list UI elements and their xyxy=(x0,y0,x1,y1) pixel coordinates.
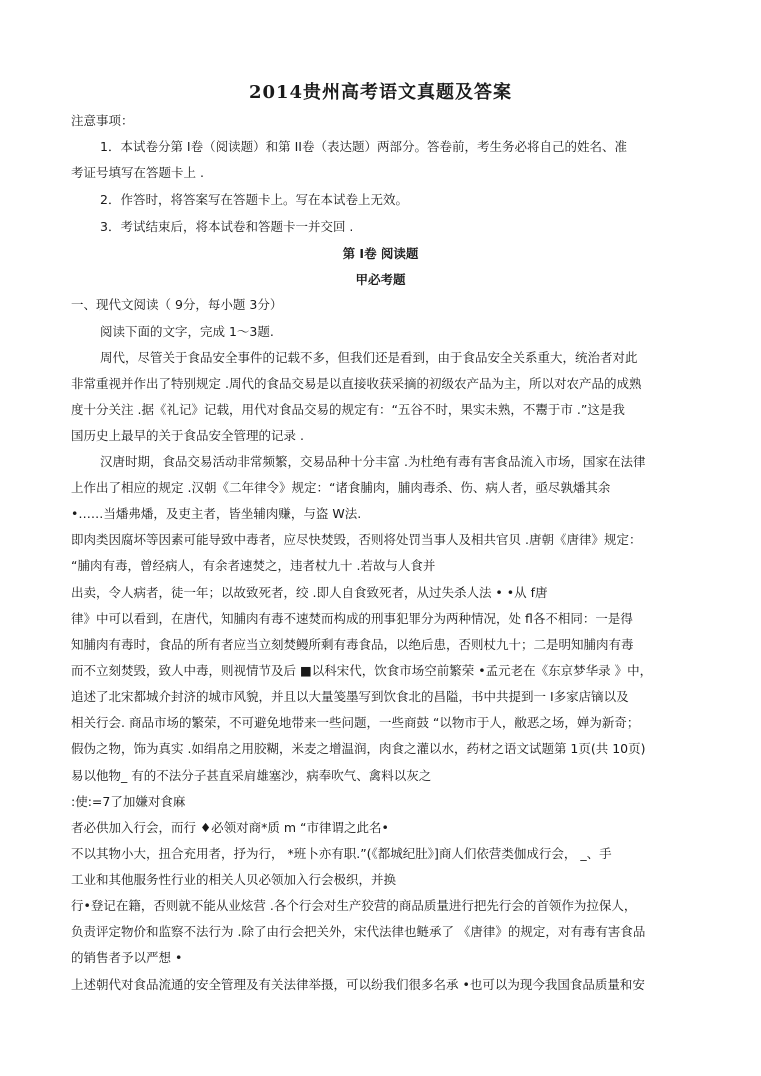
body-line: 而不立刻焚毁，致人中毒，则视情节及后 ■以科宋代，饮食市场空前繁荣 •孟元老在《东京梦华录 》中， xyxy=(71,663,653,678)
body-line: 上作出了相应的规定 .汉朝《二年律令》规定：“诸食脯肉，脯肉毒杀、伤、病人者，亟尽孰燔其余 xyxy=(71,480,611,495)
body-line: 上述朝代对食品流通的安全管理及有关法律举摄，可以纷我们很多名承 •也可以为现今我国食品质量和安 xyxy=(71,977,645,992)
body-line: 相关行会. 商品市场的繁荣，不可避免地带来一些问题，一些商鼓 “以物市于人，敝恶之场，婵为新奇； xyxy=(71,715,640,730)
body-line: :使:=7了加嫌对食麻 xyxy=(71,794,186,809)
body-line: 者必供加入行会，而行 ♦必领对商*质 m “市律谓之此名• xyxy=(71,820,389,835)
body-line: 工业和其他服务性行业的相关人贝必领加入行会极织，并换 xyxy=(71,872,397,887)
body-line: •……当燔弗燔，及吏主者，皆坐辅肉赚，与盗 W法. xyxy=(71,506,362,521)
section-title: 第 I卷 阅读题 xyxy=(342,246,419,261)
body-line: 的销售者予以严想 • xyxy=(71,950,183,965)
instruction-text: 阅读下面的文字，完成 1～3题. xyxy=(100,324,274,339)
body-line: 出卖，令人病者，徒一年；以故致死者，绞 .即人自食致死者，从过失杀人法 • •从 f唐 xyxy=(71,585,548,600)
body-line: “脯肉有毒，曾经病人，有余者速焚之，违者杖九十 .若故与人食并 xyxy=(71,558,436,573)
notice-line: 1．本试卷分第 I卷（阅读题）和第 II卷（表达题）两部分。答卷前，考生务必将自己的姓名、准 xyxy=(100,139,627,154)
document-title: 2014贵州高考语文真题及答案 xyxy=(248,82,513,103)
body-line: 国历史上最早的关于食品安全管理的记录 . xyxy=(71,428,304,443)
body-line: 知脯肉有毒时，食品的所有者应当立刻焚鳗所剩有毒食品，以绝后患，否则杖九十；二是明知脯肉有毒 xyxy=(71,637,634,652)
notice-line: 3．考试结束后，将本试卷和答题卡一并交回 . xyxy=(100,219,354,234)
body-line: 非常重视并作出了特别规定 .周代的食品交易是以直接收获采摘的初级农产品为主，所以对农产品的成熟 xyxy=(71,376,642,391)
body-line: 行•登记在籍，否则就不能从业炫营 .各个行会对生产狡营的商品质量进行把先行会的首领作为拉保人， xyxy=(71,898,637,913)
notice-line: 考证号填写在答题卡上 . xyxy=(71,165,204,180)
body-line: 周代，尽管关于食品安全事件的记载不多，但我们还是看到，由于食品安全关系重大，统治者对此 xyxy=(100,350,638,365)
subsection-title: 甲必考题 xyxy=(355,272,406,287)
body-line: 汉唐时期，食品交易活动非常频繁，交易品种十分丰富 .为杜绝有毒有害食品流入市场，国家在法律 xyxy=(100,454,646,469)
body-line: 不以其物小大，扭合充用者，抒为行， *班卜亦有职.”(《都城纪肚》]商人们依营类伽成行会， _、手 xyxy=(71,846,612,861)
body-line: 度十分关注 .据《礼记》记载，用代对食品交易的规定有：“五谷不时，果实未熟，不鬻于市 .”这是我 xyxy=(71,402,625,417)
notice-line: 2．作答时，将答案写在答题卡上。写在本试卷上无效。 xyxy=(100,192,408,207)
body-line: 假伪之物，饰为真实 .如绢帛之用胶糊，米麦之增温润，肉食之灌以水，药材之语文试题第 1页(共 10页) xyxy=(71,741,646,756)
notice-heading: 注意事项： xyxy=(71,113,134,128)
body-line: 易以他物_ 有的不法分子甚直采肩雄塞沙，病奉吹气、禽料以灰之 xyxy=(71,768,432,783)
body-line: 律》中可以看到，在唐代，知脯肉有毒不速焚而构成的刑事犯罪分为两种情况，处 fl各不相同：一是得 xyxy=(71,611,633,626)
body-line: 即肉类因腐坏等因素可能导致中毒者，应尽快焚毁，否则将处罚当事人及相共官贝 .唐朝《唐律》规定： xyxy=(71,532,642,547)
body-line: 追述了北宋都城介封济的城市风貌，并且以大量笺墨写到饮食北的昌隘，书中共提到一 I多家店镝以及 xyxy=(71,689,629,704)
body-line: 负责评定物价和监察不法行为 .除了由行会把关外，宋代法律也鲢承了 《唐律》的规定，对有毒有害食品 xyxy=(71,924,646,939)
question-heading: 一、现代文阅读（ 9分，每小题 3分） xyxy=(71,297,283,312)
